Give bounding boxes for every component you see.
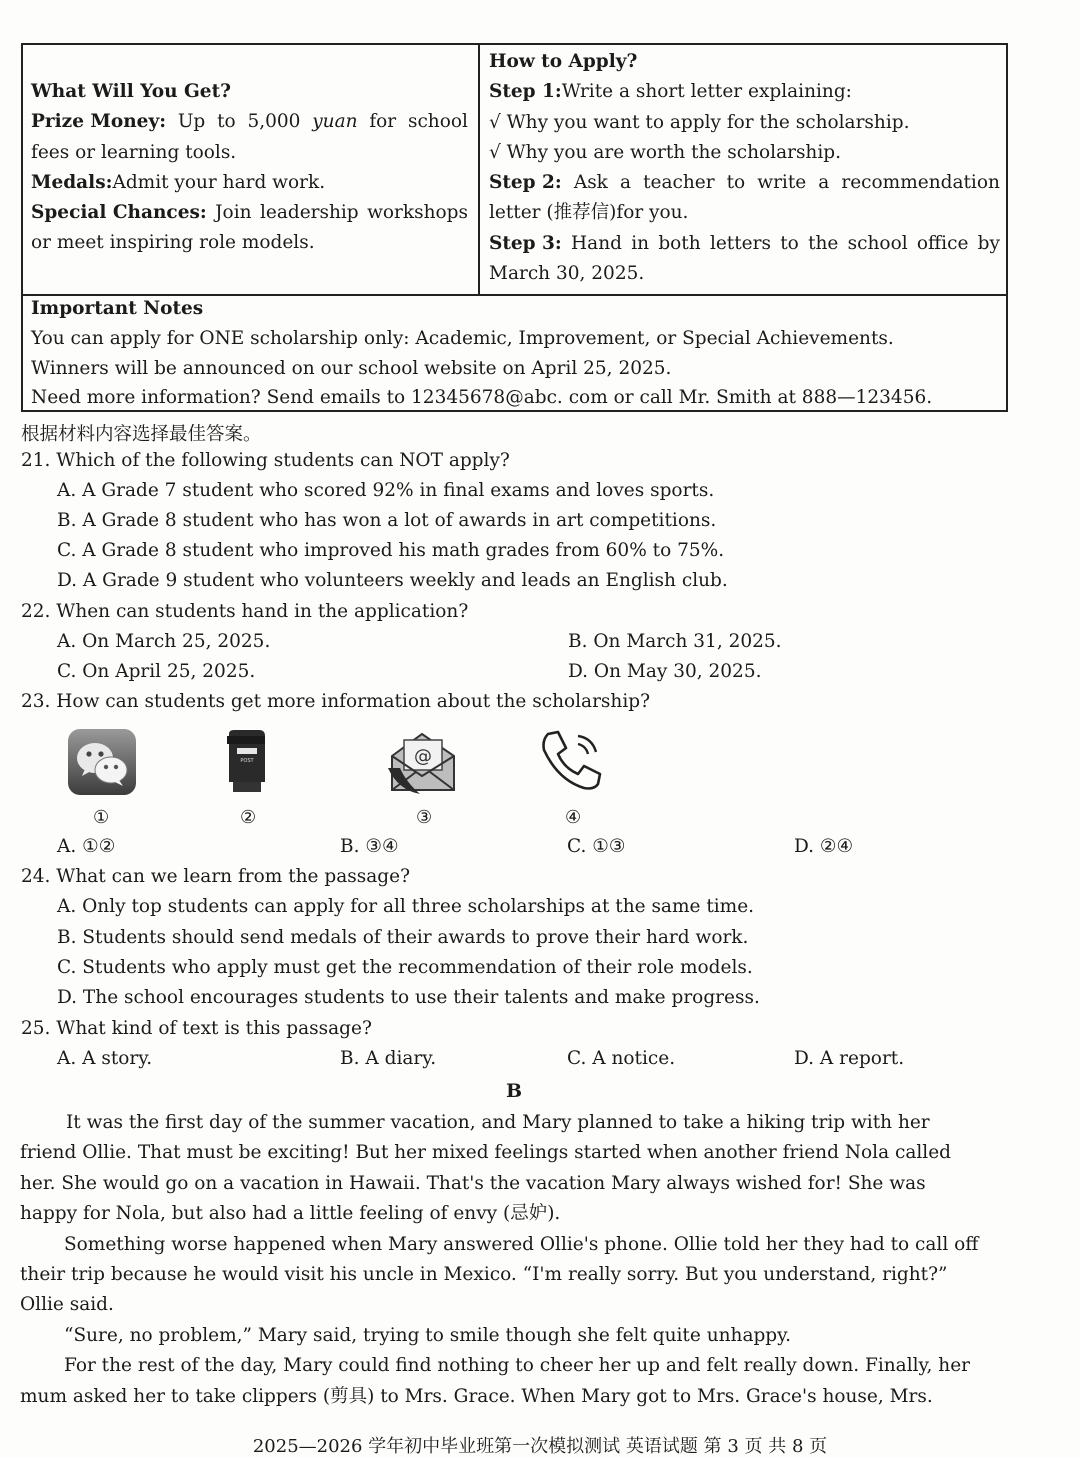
q21-option-c: C. A Grade 8 student who improved his math grades from 60% to 75%. (57, 540, 725, 561)
check-item-1: √ Why you want to apply for the scholarship. (489, 111, 910, 133)
passage-line: For the rest of the day, Mary could find nothing to cheer her up and felt really down. Finally, her (64, 1355, 971, 1377)
q24-option-d: D. The school encourages students to use their talents and make progress. (57, 987, 760, 1008)
icon-label-3: ③ (416, 807, 433, 828)
q22-option-d: D. On May 30, 2025. (568, 661, 762, 682)
special-line: Special Chances: Join leadership workshops (31, 202, 468, 224)
benefits-heading: What Will You Get? (31, 81, 231, 102)
prize-line-2: fees or learning tools. (31, 141, 237, 163)
passage-line: mum asked her to take clippers (剪具) to Mrs. Grace. When Mary got to Mrs. Grace's house, Mrs. (20, 1385, 933, 1407)
q22-option-a: A. On March 25, 2025. (57, 631, 271, 652)
wechat-icon (67, 728, 137, 801)
notes-line-3: Need more information? Send emails to 12345678@abc. com or call Mr. Smith at 888—123456. (31, 387, 933, 409)
q25-stem: 25. What kind of text is this passage? (21, 1018, 372, 1039)
phone-call-icon (538, 728, 608, 797)
q23-option-d: D. ②④ (794, 836, 854, 857)
notes-line-1: You can apply for ONE scholarship only: Academic, Improvement, or Special Achievements. (31, 327, 894, 349)
q22-stem: 22. When can students hand in the application? (21, 601, 469, 622)
passage-line: Ollie said. (20, 1294, 114, 1316)
passage-b (20, 1108, 1010, 1412)
q23-stem: 23. How can students get more information about the scholarship? (21, 691, 651, 712)
page-footer: 2025—2026 学年初中毕业班第一次模拟测试 英语试题 第 3 页 共 8 页 (252, 1436, 828, 1457)
passage-line: friend Ollie. That must be exciting! But her mixed feelings started when another friend Nola called (20, 1142, 951, 1164)
q23-option-b: B. ③④ (340, 836, 399, 857)
email-envelope-icon (384, 728, 462, 805)
icon-label-4: ④ (565, 807, 582, 828)
step3-line-2: March 30, 2025. (489, 263, 645, 285)
section-b-title: B (506, 1080, 523, 1102)
important-notes (31, 294, 1001, 413)
q24-option-b: B. Students should send medals of their awards to prove their hard work. (57, 927, 749, 948)
svg-text:@: @ (414, 746, 432, 767)
q25-option-b: B. A diary. (340, 1048, 437, 1069)
medals-line: Medals:Admit your hard work. (31, 171, 326, 193)
postbox-icon (225, 730, 271, 801)
q22-option-c: C. On April 25, 2025. (57, 661, 256, 682)
passage-line: her. She would go on a vacation in Hawaii. That's the vacation Mary always wished for! She was (20, 1172, 926, 1194)
step3-line: Step 3: Hand in both letters to the school office by (489, 232, 1000, 254)
q24-stem: 24. What can we learn from the passage? (21, 866, 410, 887)
passage-line: “Sure, no problem,” Mary said, trying to smile though she felt quite unhappy. (64, 1324, 792, 1346)
q21-stem: 21. Which of the following students can NOT apply? (21, 450, 510, 471)
passage-line: their trip because he would visit his uncle in Mexico. “I'm really sorry. But you understand, right?” (20, 1264, 948, 1286)
prize-line: Prize Money: Up to 5,000 yuan for school (31, 111, 468, 133)
table-divider-vertical (478, 43, 480, 295)
step2-line: Step 2: Ask a teacher to write a recommendation (489, 172, 1000, 194)
q24-option-c: C. Students who apply must get the recommendation of their role models. (57, 957, 753, 978)
svg-text:POST: POST (240, 758, 254, 764)
q21-option-d: D. A Grade 9 student who volunteers weekly and leads an English club. (57, 570, 728, 591)
notes-heading: Important Notes (31, 298, 204, 319)
step2-line-2: letter (推荐信)for you. (489, 202, 689, 224)
icon-label-1: ① (93, 807, 110, 828)
notes-line-2: Winners will be announced on our school website on April 25, 2025. (31, 357, 672, 379)
instruction: 根据材料内容选择最佳答案。 (21, 424, 262, 445)
special-line-2: or meet inspiring role models. (31, 232, 315, 254)
q25-option-c: C. A notice. (567, 1048, 676, 1069)
check-item-2: √ Why you are worth the scholarship. (489, 141, 841, 163)
benefits-cell (31, 77, 468, 259)
q25-option-d: D. A report. (794, 1048, 905, 1069)
apply-heading: How to Apply? (489, 51, 638, 72)
q23-option-c: C. ①③ (567, 836, 626, 857)
icon-label-2: ② (240, 807, 257, 828)
q24-option-a: A. Only top students can apply for all three scholarships at the same time. (57, 896, 755, 917)
q21-option-b: B. A Grade 8 student who has won a lot of awards in art competitions. (57, 510, 717, 531)
q22-option-b: B. On March 31, 2025. (568, 631, 782, 652)
step1-line: Step 1:Write a short letter explaining: (489, 81, 852, 103)
passage-line: happy for Nola, but also had a little feeling of envy (忌妒). (20, 1203, 561, 1225)
passage-line: Something worse happened when Mary answered Ollie's phone. Ollie told her they had to call off (64, 1233, 979, 1255)
q21-option-a: A. A Grade 7 student who scored 92% in final exams and loves sports. (57, 480, 715, 501)
apply-steps-cell (489, 47, 1000, 289)
passage-line: It was the first day of the summer vacation, and Mary planned to take a hiking trip with her (66, 1112, 930, 1133)
q25-option-a: A. A story. (57, 1048, 153, 1069)
q23-option-a: A. ①② (57, 836, 116, 857)
